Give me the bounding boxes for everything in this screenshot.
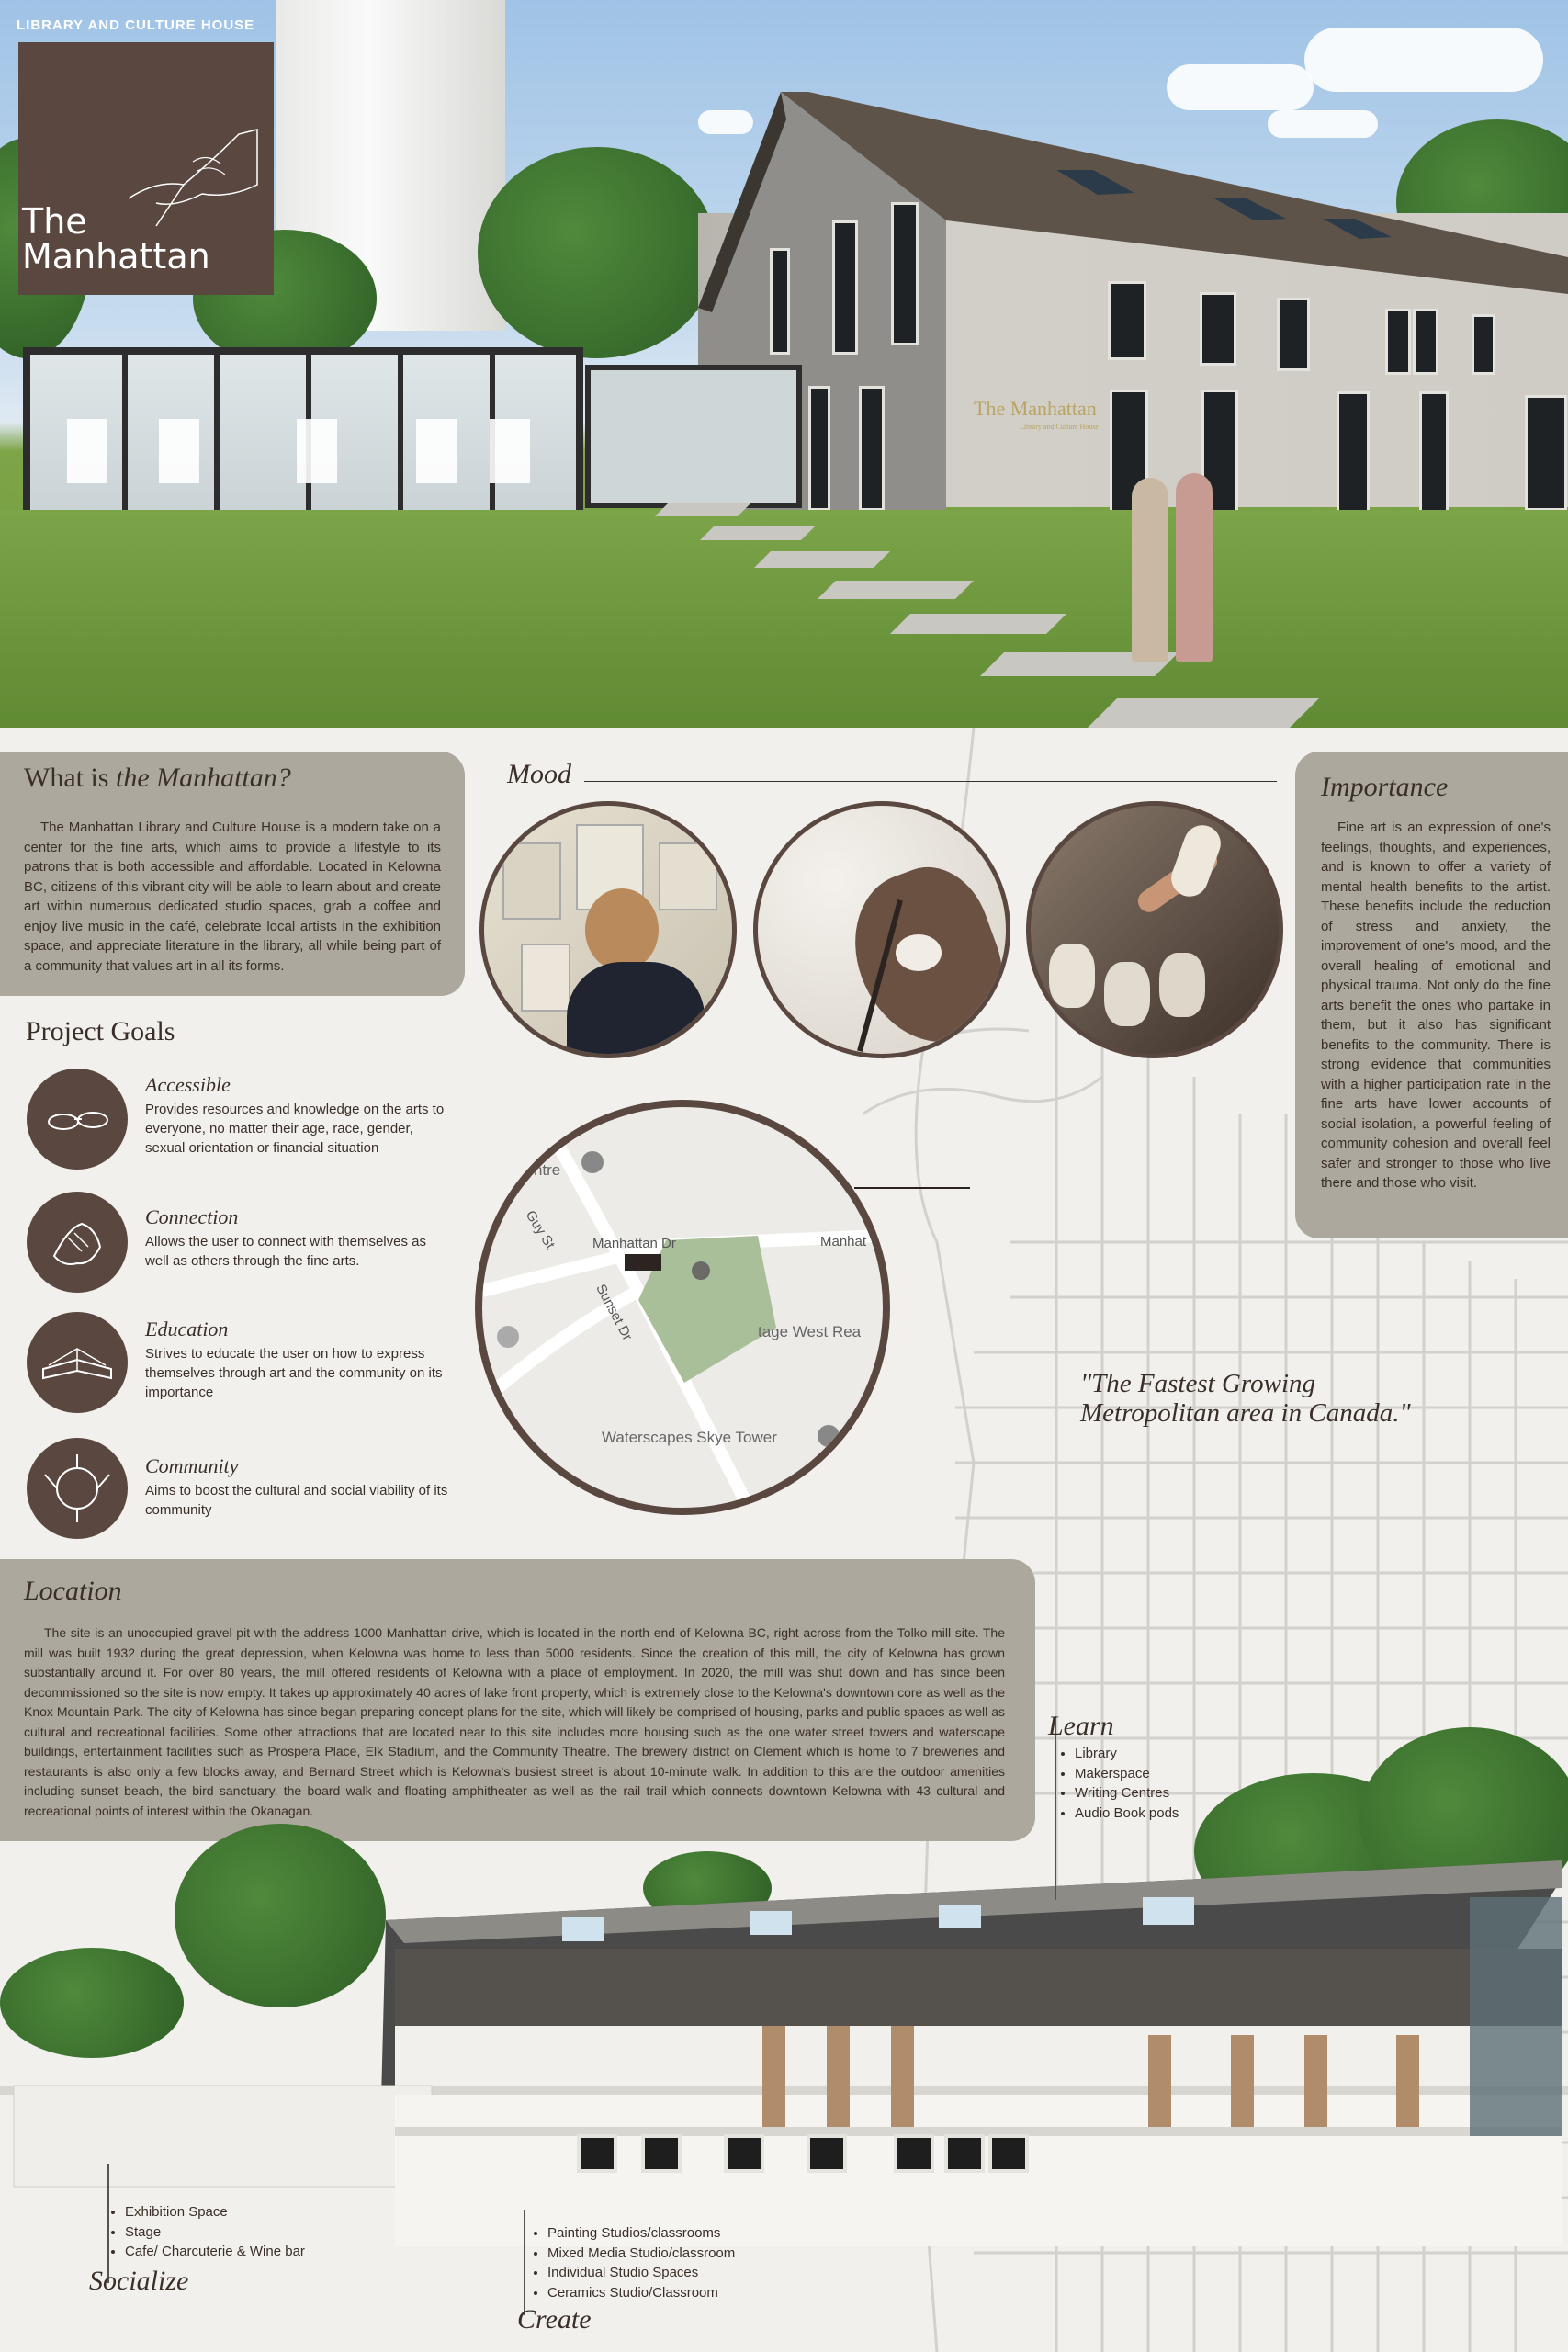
mood-photo-sketches — [479, 801, 737, 1058]
map-label-centre: et - centre — [517, 1144, 561, 1179]
goal-desc-connection: Allows the user to connect with themselves as well as others through the fine arts. — [145, 1234, 426, 1269]
location-panel — [0, 1559, 1035, 1841]
goal-name-accessible: Accessible — [145, 1073, 231, 1096]
map-label-guy-st: Guy St — [522, 1207, 558, 1252]
what-is-panel — [0, 752, 465, 996]
joined-hands-icon — [27, 1438, 128, 1539]
building-sign: The Manhattan — [974, 397, 1097, 420]
mood-photo-sculpture — [1026, 801, 1283, 1058]
lawn — [0, 510, 1568, 728]
map-label-heritage: tage West Rea — [758, 1323, 862, 1340]
goal-name-community: Community — [145, 1454, 239, 1477]
importance-title: Importance — [1321, 772, 1449, 802]
logo — [18, 42, 274, 295]
importance-body: Fine art is an expression of one's feelings, thoughts, and experiences, and is known to offer a variety of mental health benefits to the artist. These benefits include the reduction of stress and anxiety, the improvement of one's mood, and the overall healing of emotional and physical trauma. Not only do the fine arts benefit the ones who partake in them, but it also has significant benefits to the community. There is strong evidence that communities with a higher participation rate in the fine arts have lower accounts of social isolation, a powerful feeling of community cohesion and overall feel safer and stronger to those who live there and those who visit. — [1321, 820, 1551, 1191]
site-map — [475, 1100, 890, 1515]
location-body: The site is an unoccupied gravel pit with the address 1000 Manhattan drive, which is located in the north end of Kelowna BC, right across from the Tolko mill site. The mill was built 1932 during the great depression, when Kelowna was home to less than 5000 residents. Since the creation of this mill, the city of Kelowna has grown substantially around it. For over 80 years, the mill offered residents of Kelowna with a place of employment. In 2020, the mill was shut down and has since been decommissioned so the site is now empty. It takes up approximately 40 acres of lake front property, which is extremely close to the Kelowna's downtown core as well as the Knox Mountain Park. The city of Kelowna has since began preparing concept plans for the site, which will likely be comprised of housing, parks and public spaces as well as cultural and recreational facilities. Some other attractions that are located near to this site includes more housing such as the one water street towers and waterscape buildings, entertainment facilities such as Prospera Place, Elk Stadium, and the Community Theatre. The brewery district on Clement which is home to 7 breweries and restaurants is also only a few blocks away, and Bernard Street which is Kelowna's busiest street is about 10-minute walk. In addition to this are the outdoor amenities including sunset beach, the bird sanctuary, the board walk and floating amphitheater as well as the rail trail which connects downtown Kelowna with 43 cultural and recreational points of interest within the Okanagan. — [24, 1625, 1005, 1818]
goals-title: Project Goals — [26, 1016, 175, 1046]
building-sign-subtitle: Library and Culture House — [1020, 423, 1099, 431]
importance-panel — [1295, 752, 1568, 1238]
what-is-title: What is the Manhattan? — [24, 763, 291, 793]
mood-title: Mood — [507, 759, 571, 789]
open-book-icon — [27, 1312, 128, 1413]
hero-rendering — [0, 0, 1568, 728]
map-label-manhattan-dr: Manhattan Dr — [592, 1236, 676, 1251]
create-list: • Painting Studios/classrooms • Mixed Media Studio/classroom • Individual Studio Spaces • Ceramics Studio/Classroom — [531, 2223, 735, 2302]
handcuffs-icon — [27, 1069, 128, 1170]
map-label-sunset-dr: Sunset Dr — [592, 1282, 636, 1343]
map-label-manhattan-dr-2: Manhat — [820, 1234, 867, 1250]
learn-leader — [1055, 1716, 1056, 1900]
logo-supertitle: LIBRARY AND CULTURE HOUSE — [17, 17, 255, 33]
learn-title: Learn — [1048, 1711, 1114, 1741]
socialize-list: • Exhibition Space • Stage • Cafe/ Charcuterie & Wine bar — [108, 2202, 305, 2262]
location-title: Location — [24, 1576, 122, 1606]
logo-title-line2: Manhattan — [22, 236, 210, 277]
building-section-rendering — [0, 1860, 1568, 2246]
quote: "The Fastest Growing Metropolitan area in Canada." — [1080, 1369, 1411, 1428]
create-leader — [524, 2210, 525, 2315]
goal-desc-accessible: Provides resources and knowledge on the arts to everyone, no matter their age, race, gender, sexual orientation or financial situation — [145, 1102, 445, 1156]
mood-divider — [584, 781, 1277, 782]
goal-desc-community: Aims to boost the cultural and social viability of its community — [145, 1483, 448, 1518]
goal-name-education: Education — [145, 1317, 229, 1340]
socialize-title: Socialize — [89, 2266, 189, 2296]
map-label-waterscapes: Waterscapes Skye Tower — [602, 1429, 777, 1446]
mood-photo-palette — [753, 801, 1010, 1058]
create-title: Create — [517, 2304, 592, 2335]
learn-list: • Library • Makerspace • Writing Centres • Audio Book pods — [1058, 1744, 1179, 1823]
goal-desc-education: Strives to educate the user on how to express themselves through art and the community on its importance — [145, 1346, 443, 1400]
handshake-icon — [27, 1192, 128, 1293]
what-is-body: The Manhattan Library and Culture House is a modern take on a center for the fine arts, which aims to provide a lifestyle to its patrons that is both accessible and affordable. Located in Kelowna BC, citizens of this vibrant city will be able to learn about and create art within numerous dedicated studio spaces, grab a coffee and enjoy live music in the café, celebrate local artists in the exhibition space, and appreciate literature in the library, all while being part of a community that values art in all its forms. — [24, 820, 441, 974]
logo-title-line1: The — [22, 201, 87, 242]
goal-name-connection: Connection — [145, 1205, 239, 1228]
